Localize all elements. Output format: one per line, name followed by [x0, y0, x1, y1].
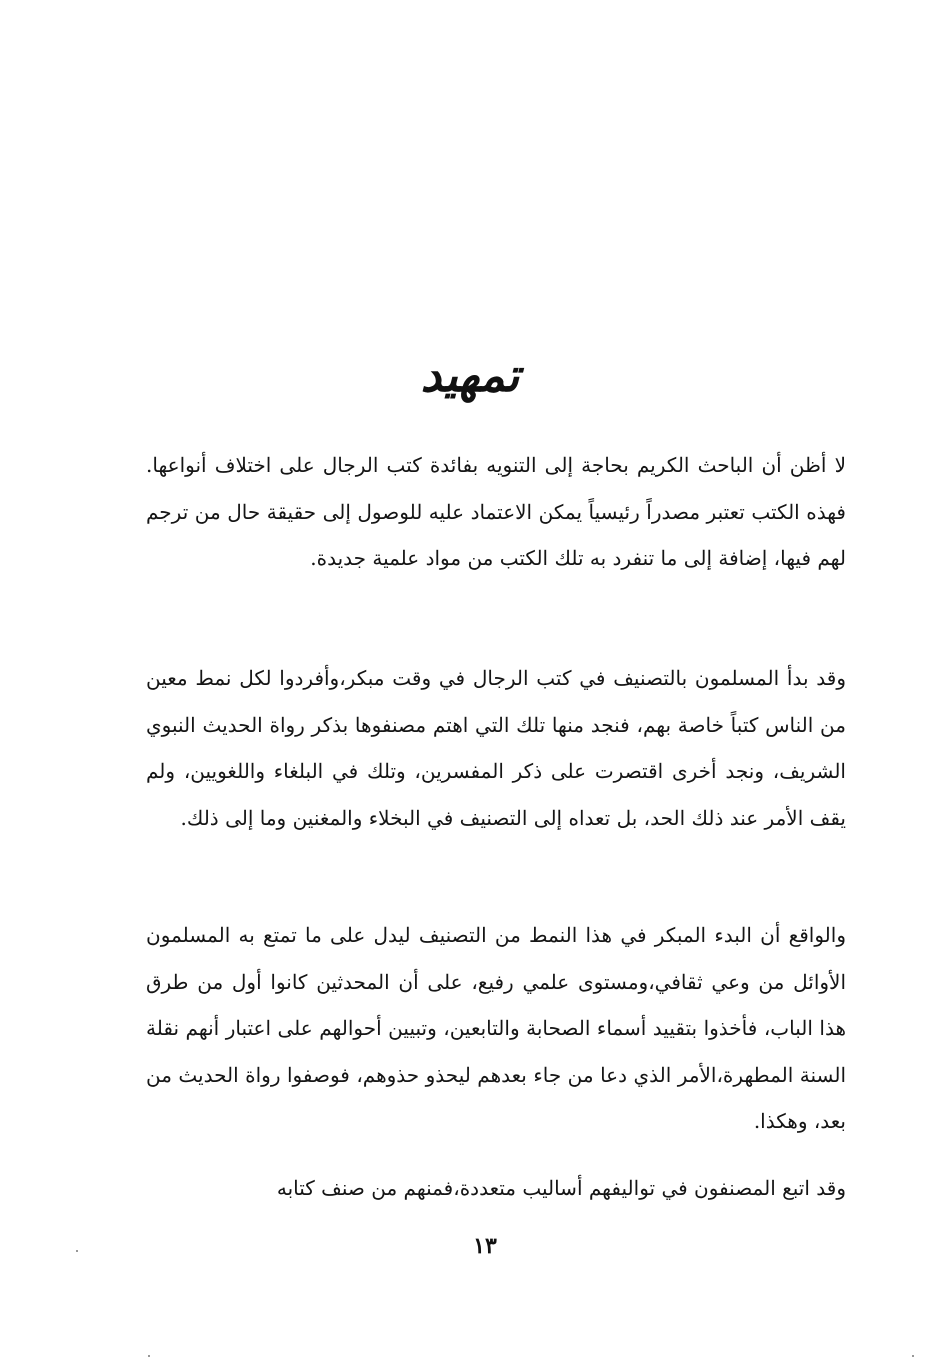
paragraph-3: والواقع أن البدء المبكر في هذا النمط من التصنيف ليدل على ما تمتع به المسلمون الأوائل من وعي ثقافي،ومستوى علمي رفيع، على أن المحدثين كانوا أول من طرق هذا الباب، فأخذوا بتقييد أسماء الصحابة والتابعين، وتبيين أحوالهم على اعتبار أنهم نقلة السنة المطهرة،الأمر الذي دعا من جاء بعدهم ليحذو حذوهم، فوصفوا رواة الحديث من بعد، وهكذا.: [146, 923, 846, 1133]
scan-speck: [912, 1355, 914, 1357]
scan-speck: [148, 1355, 150, 1357]
paragraph-2: وقد بدأ المسلمون بالتصنيف في كتب الرجال في وقت مبكر،وأفردوا لكل نمط معين من الناس كتباً خاصة بهم، فنجد منها تلك التي اهتم مصنفوها بذكر رواة الحديث النبوي الشريف، ونجد أخرى اقتصرت على ذكر المفسرين، وتلك في البلغاء واللغويين، ولم يقف الأمر عند ذلك الحد، بل تعداه إلى التصنيف في البخلاء والمغنين وما إلى ذلك.: [146, 666, 846, 830]
paragraph-4: وقد اتبع المصنفون في تواليفهم أساليب متعددة،فمنهم من صنف كتابه: [276, 1176, 846, 1200]
page-number: ١٣: [473, 1233, 497, 1259]
scan-speck: [76, 1250, 78, 1252]
chapter-heading-text: تمهيد: [420, 348, 520, 402]
chapter-heading: [330, 335, 610, 415]
paragraph-1: لا أظن أن الباحث الكريم بحاجة إلى التنويه بفائدة كتب الرجال على اختلاف أنواعها. فهذه الكتب تعتبر مصدراً رئيسياً يمكن الاعتماد عليه للوصول إلى حقيقة حال من ترجم لهم فيها، إضافة إلى ما تنفرد به تلك الكتب من مواد علمية جديدة.: [146, 453, 846, 570]
